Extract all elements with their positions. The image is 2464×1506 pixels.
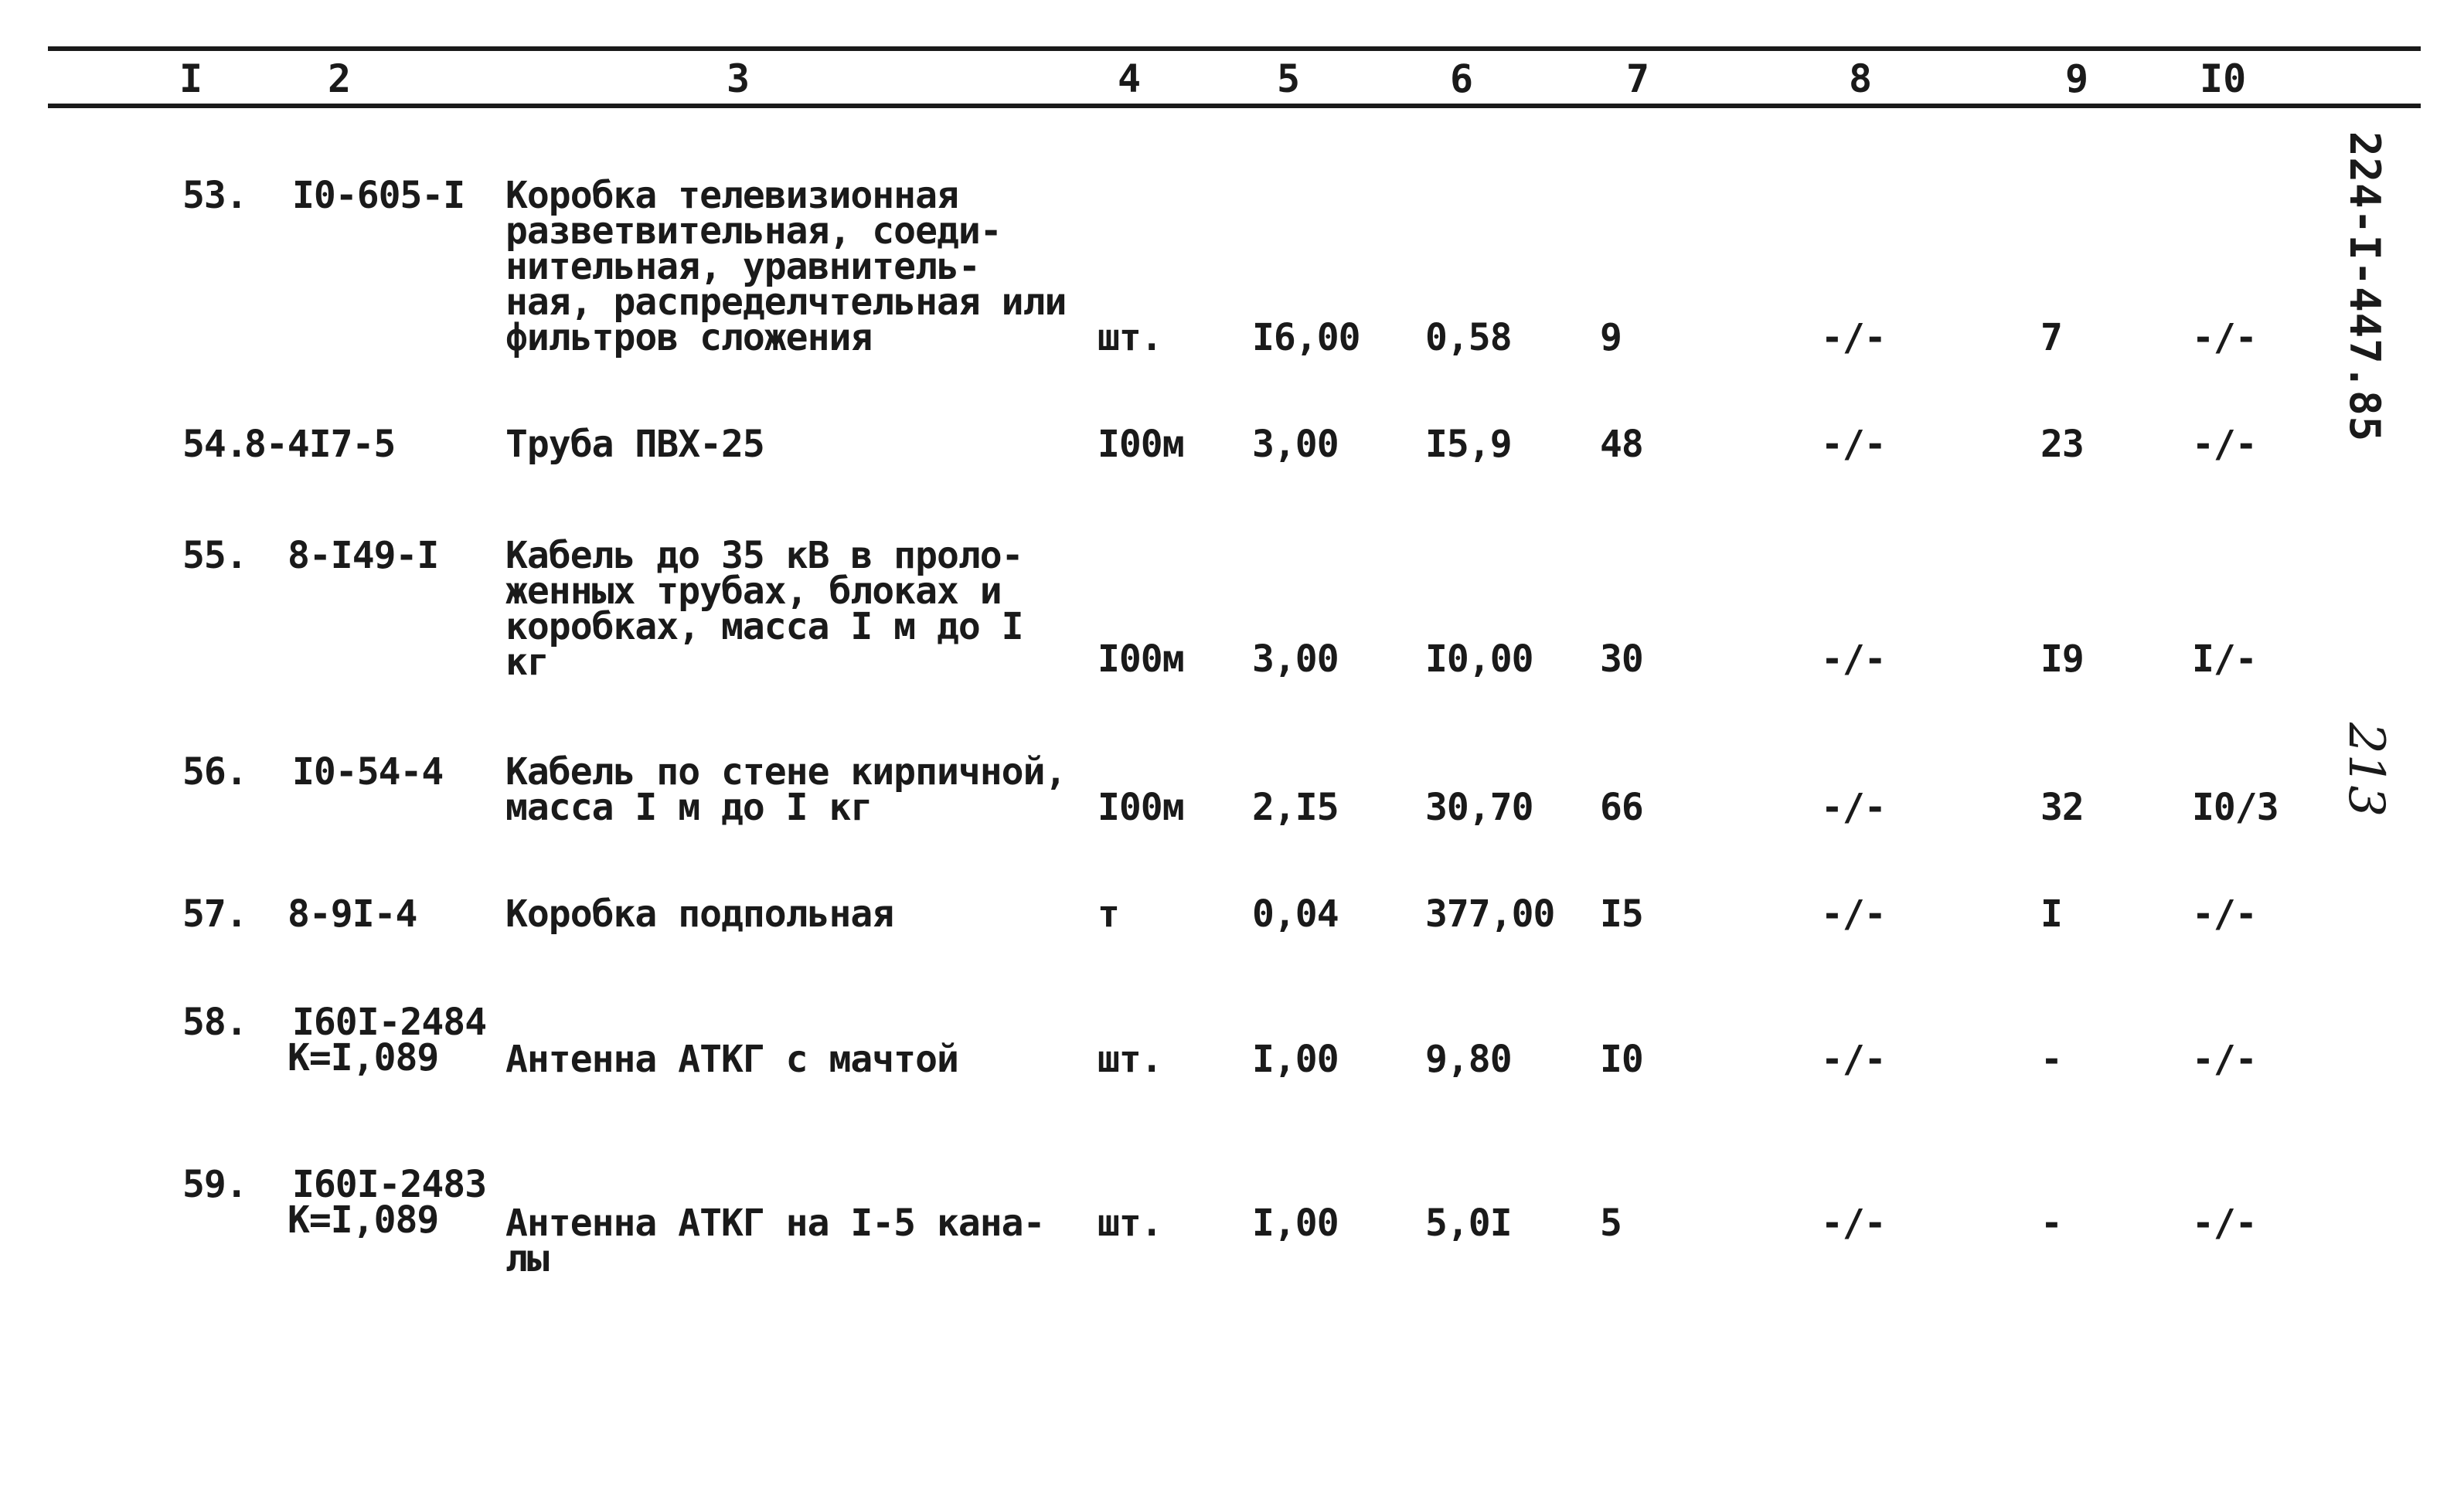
row-number: 59. [182,1163,247,1206]
item-description: Коробка телевизионная разветвительная, соеди- нительная, уравнитель- ная, распределчтельная или фильтров сложения [505,174,1067,359]
unit: I00м [1098,423,1184,466]
col10-value: -/- [2192,316,2257,359]
col-header-6: 6 [1450,56,1474,101]
unit: т [1098,892,1119,936]
item-description: Коробка подпольная [505,892,894,936]
norm-code: 8-I49-I [288,534,439,577]
norm-code: I0-605-I [292,174,465,217]
col9-value: 23 [2040,423,2084,466]
col9-value: I [2040,892,2062,936]
col7-value: 5 [1600,1202,1622,1245]
item-description: Кабель до 35 кВ в проло- женных трубах, блоках и коробках, масса I м до I кг [505,534,1023,684]
quantity: I,00 [1252,1038,1339,1081]
document-code-vertical: 224-I-447.85 [2340,131,2389,443]
col6-value: I0,00 [1425,637,1533,681]
quantity: 3,00 [1252,637,1339,681]
col8-value: -/- [1821,637,1886,681]
col8-value: -/- [1821,786,1886,829]
quantity: 2,I5 [1252,786,1339,829]
col-header-10: I0 [2200,56,2247,101]
col8-value: -/- [1821,1038,1886,1081]
col7-value: 9 [1600,316,1622,359]
col-header-4: 4 [1118,56,1142,101]
col10-value: -/- [2192,1202,2257,1245]
row-number: 56. [182,750,247,794]
unit: шт. [1098,1202,1162,1245]
col10-value: -/- [2192,423,2257,466]
col9-value: - [2040,1202,2062,1245]
item-description: Антенна АТКГ с мачтой [505,1038,958,1081]
col7-value: I0 [1600,1038,1643,1081]
col7-value: I5 [1600,892,1643,936]
col-header-8: 8 [1849,56,1873,101]
col-header-3: 3 [727,56,750,101]
col6-value: I5,9 [1425,423,1512,466]
col10-value: I0/3 [2192,786,2279,829]
col8-value: -/- [1821,1202,1886,1245]
coefficient: К=I,089 [288,1036,439,1079]
col8-value: -/- [1821,316,1886,359]
quantity: 3,00 [1252,423,1339,466]
col10-value: -/- [2192,892,2257,936]
quantity: I,00 [1252,1202,1339,1245]
col-header-2: 2 [328,56,352,101]
col6-value: 0,58 [1425,316,1512,359]
col-header-1: I [179,56,203,101]
unit: I00м [1098,786,1184,829]
handwritten-page-number: 213 [2337,722,2394,818]
col6-value: 9,80 [1425,1038,1512,1081]
col8-value: -/- [1821,892,1886,936]
norm-code: I0-54-4 [292,750,444,794]
unit: I00м [1098,637,1184,681]
item-description: Труба ПВХ-25 [505,423,764,466]
col9-value: I9 [2040,637,2084,681]
norm-code: 8-9I-4 [288,892,417,936]
header-bottom-rule [48,104,2421,108]
unit: шт. [1098,1038,1162,1081]
col6-value: 30,70 [1425,786,1533,829]
unit: шт. [1098,316,1162,359]
top-rule [48,46,2421,51]
col-header-5: 5 [1277,56,1301,101]
norm-code: 8-4I7-5 [244,423,396,466]
quantity: I6,00 [1252,316,1360,359]
quantity: 0,04 [1252,892,1339,936]
col10-value: -/- [2192,1038,2257,1081]
norm-code: I60I-2483 [292,1163,487,1206]
norm-code: I60I-2484 [292,1001,487,1044]
col9-value: 7 [2040,316,2062,359]
col9-value: 32 [2040,786,2084,829]
col10-value: I/- [2192,637,2257,681]
col7-value: 48 [1600,423,1643,466]
row-number: 58. [182,1001,247,1044]
row-number: 53. [182,174,247,217]
item-description: Антенна АТКГ на I-5 кана- лы [505,1202,1045,1280]
coefficient: К=I,089 [288,1198,439,1242]
col6-value: 377,00 [1425,892,1555,936]
row-number: 57. [182,892,247,936]
row-number: 54. [182,423,247,466]
col6-value: 5,0I [1425,1202,1512,1245]
col7-value: 30 [1600,637,1643,681]
col8-value: -/- [1821,423,1886,466]
col7-value: 66 [1600,786,1643,829]
col9-value: - [2040,1038,2062,1081]
col-header-7: 7 [1626,56,1650,101]
col-header-9: 9 [2065,56,2089,101]
item-description: Кабель по стене кирпичной, масса I м до I кг [505,750,1067,829]
row-number: 55. [182,534,247,577]
